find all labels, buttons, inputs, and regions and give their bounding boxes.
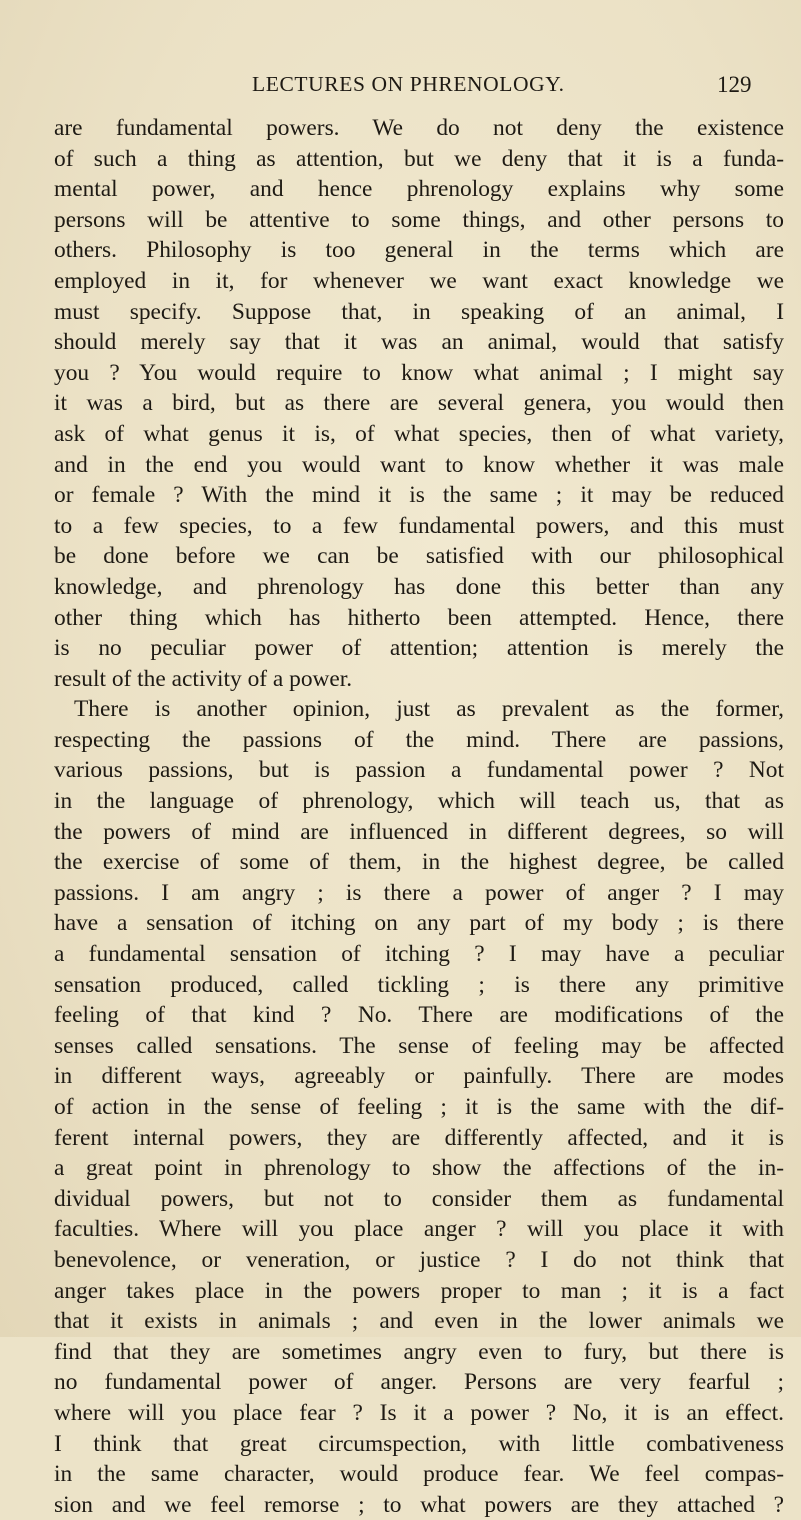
text-line: result of the activity of a power. <box>54 665 353 692</box>
page-number: 129 <box>717 72 752 97</box>
text-line: the exercise of some of them, in the highest degree, be called <box>54 849 784 876</box>
text-line: sensation produced, called tickling ; is there any primitive <box>54 971 784 998</box>
text-line: the powers of mind are influenced in different degrees, so will <box>54 818 784 845</box>
text-line: a great point in phrenology to show the affections of the in- <box>54 1155 784 1182</box>
text-line: There is another opinion, just as prevalent as the former, <box>74 696 784 723</box>
text-line: ask of what genus it is, of what species, then of what variety, <box>54 420 784 447</box>
text-line: must specify. Suppose that, in speaking of an animal, I <box>54 298 784 325</box>
page-header <box>0 72 801 102</box>
text-line: respecting the passions of the mind. There are passions, <box>54 726 784 753</box>
text-line: others. Philosophy is too general in the terms which are <box>54 237 784 264</box>
text-line: faculties. Where will you place anger ? will you place it with <box>54 1216 784 1243</box>
text-line: ferent internal powers, they are differently affected, and it is <box>54 1124 784 1151</box>
text-line: be done before we can be satisfied with our philosophical <box>54 543 784 570</box>
text-line: various passions, but is passion a fundamental power ? Not <box>54 757 784 784</box>
text-line: where will you place fear ? Is it a power ? No, it is an effect. <box>54 1399 784 1426</box>
text-line: senses called sensations. The sense of feeling may be affected <box>54 1032 784 1059</box>
text-line: a fundamental sensation of itching ? I may have a peculiar <box>54 941 784 968</box>
text-line: employed in it, for whenever we want exact knowledge we <box>54 267 784 294</box>
text-line: persons will be attentive to some things, and other persons to <box>54 206 784 233</box>
text-line: knowledge, and phrenology has done this better than any <box>54 573 784 600</box>
text-line: in the language of phrenology, which will teach us, that as <box>54 788 784 815</box>
running-head: LECTURES ON PHRENOLOGY. <box>252 72 565 96</box>
text-line: passions. I am angry ; is there a power of anger ? I may <box>54 879 784 906</box>
text-line: should merely say that it was an animal, would that satisfy <box>54 329 784 356</box>
text-line: I think that great circumspection, with little combativeness <box>54 1430 784 1457</box>
text-line: and in the end you would want to know whether it was male <box>54 451 784 478</box>
text-line: to a few species, to a few fundamental powers, and this must <box>54 512 784 539</box>
text-line: feeling of that kind ? No. There are modifications of the <box>54 1002 784 1029</box>
text-line: is no peculiar power of attention; attention is merely the <box>54 635 784 662</box>
text-line: are fundamental powers. We do not deny the existence <box>54 115 784 141</box>
text-line: you ? You would require to know what animal ; I might say <box>54 359 784 386</box>
text-line: other thing which has hitherto been attempted. Hence, there <box>54 604 784 631</box>
body-text <box>54 113 784 1520</box>
text-line: sion and we feel remorse ; to what powers are they attached ? <box>54 1491 784 1518</box>
text-line: in the same character, would produce fear. We feel compas- <box>54 1461 784 1488</box>
text-line: find that they are sometimes angry even to fury, but there is <box>54 1338 784 1365</box>
text-line: dividual powers, but not to consider them as fundamental <box>54 1185 784 1212</box>
text-line: of action in the sense of feeling ; it is the same with the dif- <box>54 1094 784 1120</box>
text-line: or female ? With the mind it is the same ; it may be reduced <box>54 482 784 509</box>
text-line: in different ways, agreeably or painfully. There are modes <box>54 1063 784 1090</box>
text-line: mental power, and hence phrenology explains why some <box>54 176 784 203</box>
text-line: anger takes place in the powers proper to man ; it is a fact <box>54 1277 784 1304</box>
text-line: it was a bird, but as there are several genera, you would then <box>54 390 784 417</box>
text-line: that it exists in animals ; and even in the lower animals we <box>54 1308 784 1335</box>
text-line: benevolence, or veneration, or justice ? I do not think that <box>54 1246 784 1273</box>
text-line: have a sensation of itching on any part of my body ; is there <box>54 910 784 937</box>
text-line: no fundamental power of anger. Persons are very fearful ; <box>54 1369 784 1396</box>
text-line: of such a thing as attention, but we deny that it is a funda- <box>54 145 784 172</box>
